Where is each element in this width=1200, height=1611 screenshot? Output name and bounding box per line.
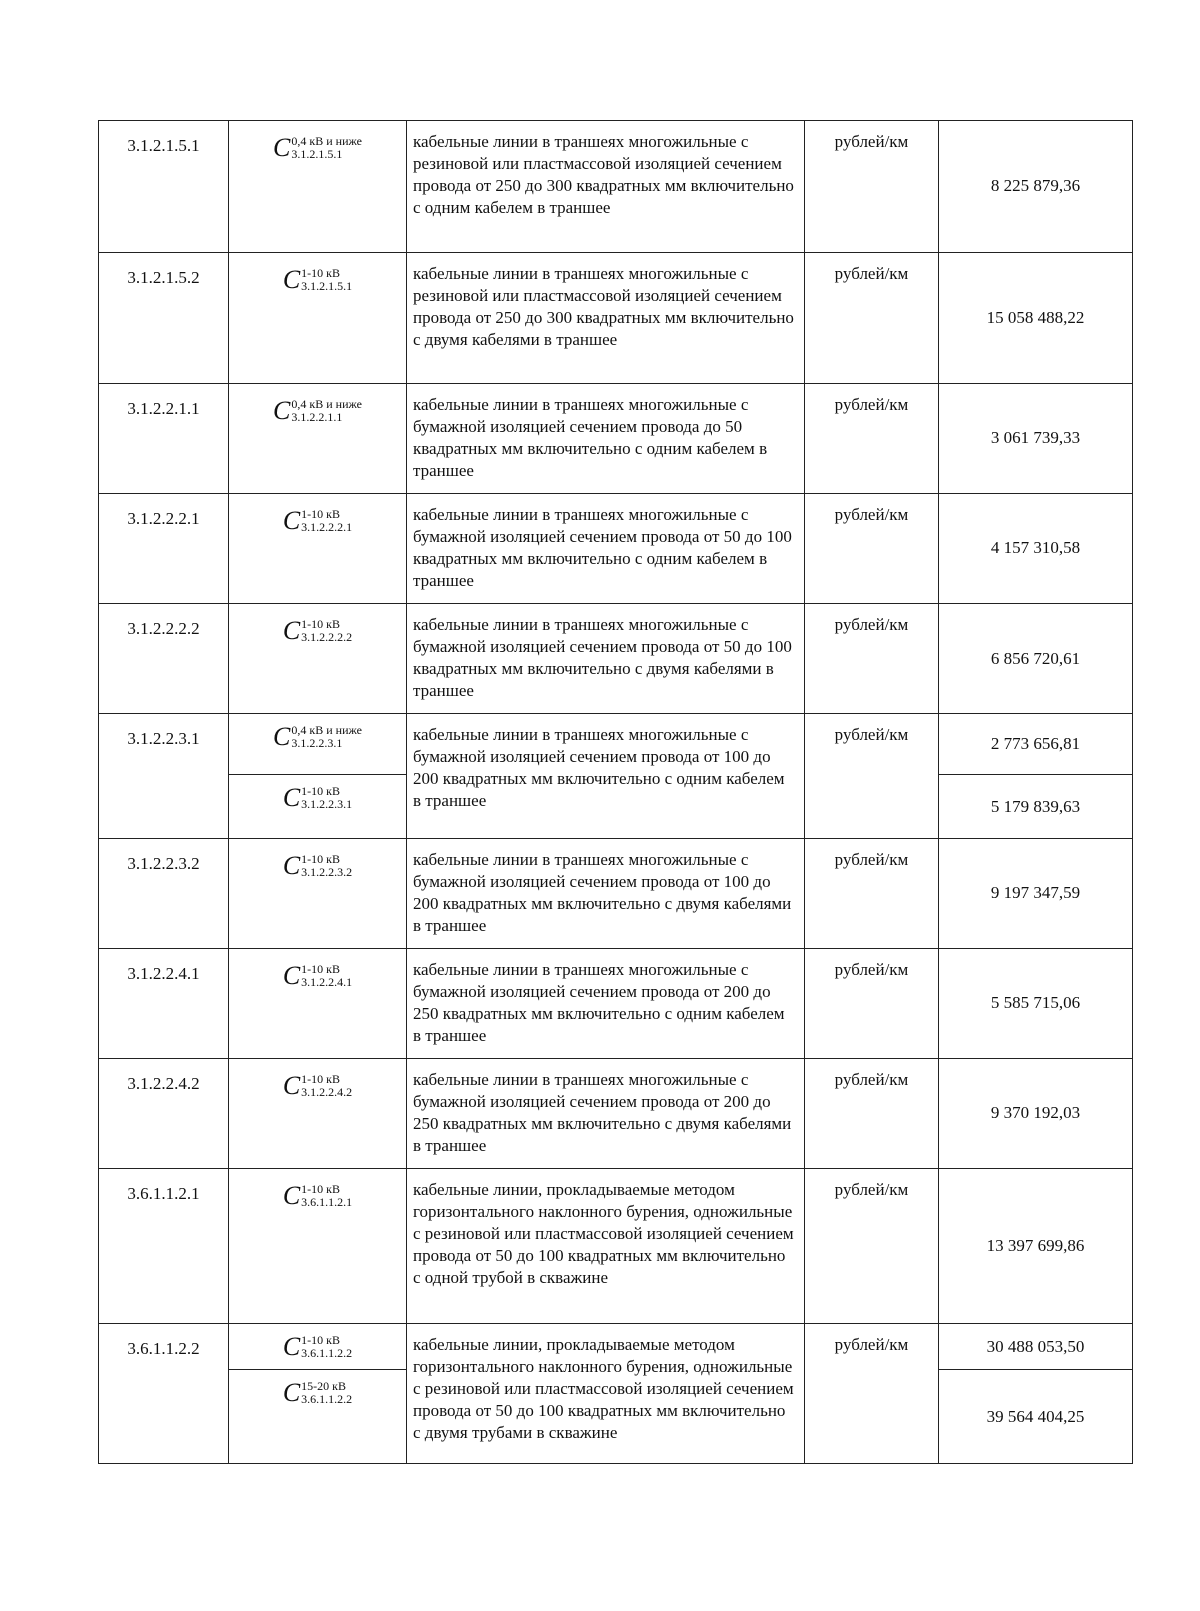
row-code: 3.6.1.1.2.1	[99, 1168, 229, 1323]
table-row	[99, 603, 1133, 713]
row-value: 9 370 192,03	[939, 1058, 1133, 1168]
rate-symbol	[229, 1323, 407, 1370]
symbol-index: 3.6.1.1.2.1	[301, 1194, 353, 1209]
symbol-letter: C	[273, 395, 291, 425]
rate-symbol	[229, 838, 407, 948]
symbol-letter: C	[282, 850, 301, 880]
symbol-letter: C	[282, 1378, 301, 1408]
symbol-letter: C	[282, 1180, 301, 1210]
rate-symbol	[229, 493, 407, 603]
symbol-letter: C	[282, 505, 301, 535]
row-code: 3.6.1.1.2.2	[99, 1323, 229, 1463]
rate-symbol	[229, 252, 407, 383]
row-value: 15 058 488,22	[939, 252, 1133, 383]
symbol-index: 3.1.2.2.3.2	[301, 864, 353, 879]
row-description: кабельные линии, прокладываемые методом горизонтального наклонного бурения, одножильные с резиновой или пластмассовой изоляцией сечением провода от 50 до 100 квадратных мм включительно с одной трубой в скважине	[407, 1168, 805, 1323]
rate-symbol	[229, 603, 407, 713]
row-unit: рублей/км	[805, 838, 939, 948]
row-code: 3.1.2.1.5.1	[99, 121, 229, 253]
row-value: 6 856 720,61	[939, 603, 1133, 713]
row-code: 3.1.2.2.3.1	[99, 714, 229, 839]
rate-symbol	[229, 775, 407, 838]
rate-symbol	[229, 714, 407, 775]
row-value: 5 179 839,63	[939, 775, 1133, 838]
row-code: 3.1.2.2.1.1	[99, 383, 229, 493]
row-code: 3.1.2.2.4.1	[99, 948, 229, 1058]
voltage-class: 1-10 кВ	[301, 784, 341, 799]
voltage-class: 1-10 кВ	[301, 265, 341, 280]
symbol-letter: C	[282, 783, 301, 813]
voltage-class: 1-10 кВ	[301, 1071, 341, 1086]
tariff-table-body	[99, 121, 1133, 1464]
row-unit: рублей/км	[805, 383, 939, 493]
row-description: кабельные линии в траншеях многожильные с бумажной изоляцией сечением провода от 50 до 100 квадратных мм включительно с одним кабелем в траншее	[407, 493, 805, 603]
row-description: кабельные линии в траншеях многожильные с бумажной изоляцией сечением провода от 200 до 250 квадратных мм включительно с одним кабелем в траншее	[407, 948, 805, 1058]
row-description: кабельные линии в траншеях многожильные с бумажной изоляцией сечением провода до 50 квадратных мм включительно с одним кабелем в траншее	[407, 383, 805, 493]
voltage-class: 1-10 кВ	[301, 851, 341, 866]
symbol-index: 3.1.2.1.5.1	[291, 147, 343, 161]
symbol-letter: C	[282, 615, 301, 645]
voltage-class: 0,4 кВ и ниже	[291, 134, 362, 148]
row-code: 3.1.2.2.3.2	[99, 838, 229, 948]
symbol-index: 3.1.2.2.2.1	[301, 519, 353, 534]
row-unit: рублей/км	[805, 121, 939, 253]
voltage-class: 0,4 кВ и ниже	[291, 396, 362, 411]
row-value: 5 585 715,06	[939, 948, 1133, 1058]
row-description: кабельные линии в траншеях многожильные с бумажной изоляцией сечением провода от 200 до 250 квадратных мм включительно с двумя кабелями в траншее	[407, 1058, 805, 1168]
voltage-class: 1-10 кВ	[301, 961, 341, 976]
row-code: 3.1.2.2.4.2	[99, 1058, 229, 1168]
symbol-index: 3.1.2.2.3.1	[291, 736, 343, 751]
voltage-class: 0,4 кВ и ниже	[291, 723, 362, 738]
rate-symbol	[229, 1058, 407, 1168]
tariff-table	[98, 120, 1133, 1464]
row-description: кабельные линии в траншеях многожильные с резиновой или пластмассовой изоляцией сечением провода от 250 до 300 квадратных мм включительно с одним кабелем в траншее	[407, 121, 805, 253]
row-value: 8 225 879,36	[939, 121, 1133, 253]
row-unit: рублей/км	[805, 493, 939, 603]
row-code: 3.1.2.1.5.2	[99, 252, 229, 383]
symbol-letter: C	[282, 264, 301, 294]
symbol-index: 3.1.2.2.2.2	[301, 629, 353, 644]
row-description: кабельные линии в траншеях многожильные с резиновой или пластмассовой изоляцией сечением провода от 250 до 300 квадратных мм включительно с двумя кабелями в траншее	[407, 252, 805, 383]
symbol-letter: C	[282, 1070, 301, 1100]
symbol-index: 3.1.2.2.4.1	[301, 974, 353, 989]
table-row	[99, 1058, 1133, 1168]
table-row	[99, 714, 1133, 775]
symbol-index: 3.1.2.2.3.1	[301, 797, 353, 812]
voltage-class: 1-10 кВ	[301, 1332, 341, 1347]
table-row	[99, 383, 1133, 493]
row-unit: рублей/км	[805, 1058, 939, 1168]
symbol-index: 3.6.1.1.2.2	[301, 1345, 353, 1360]
symbol-index: 3.6.1.1.2.2	[301, 1392, 353, 1407]
rate-symbol	[229, 1168, 407, 1323]
row-unit: рублей/км	[805, 714, 939, 839]
row-code: 3.1.2.2.2.1	[99, 493, 229, 603]
table-row	[99, 493, 1133, 603]
symbol-letter: C	[273, 133, 291, 162]
voltage-class: 1-10 кВ	[301, 616, 341, 631]
symbol-index: 3.1.2.2.4.2	[301, 1084, 353, 1099]
table-row	[99, 121, 1133, 253]
voltage-class: 1-10 кВ	[301, 506, 341, 521]
voltage-class: 15-20 кВ	[301, 1379, 347, 1394]
voltage-class: 1-10 кВ	[301, 1181, 341, 1196]
rate-symbol	[229, 1370, 407, 1464]
symbol-letter: C	[282, 960, 301, 990]
rate-symbol	[229, 383, 407, 493]
row-value: 2 773 656,81	[939, 714, 1133, 775]
row-value: 4 157 310,58	[939, 493, 1133, 603]
row-value: 13 397 699,86	[939, 1168, 1133, 1323]
table-row	[99, 1168, 1133, 1323]
row-unit: рублей/км	[805, 1168, 939, 1323]
symbol-letter: C	[273, 722, 291, 752]
row-value: 39 564 404,25	[939, 1370, 1133, 1464]
row-value: 30 488 053,50	[939, 1323, 1133, 1370]
symbol-letter: C	[282, 1331, 301, 1361]
table-row	[99, 948, 1133, 1058]
symbol-index: 3.1.2.2.1.1	[291, 409, 343, 424]
row-unit: рублей/км	[805, 603, 939, 713]
row-code: 3.1.2.2.2.2	[99, 603, 229, 713]
row-unit: рублей/км	[805, 1323, 939, 1463]
row-unit: рублей/км	[805, 252, 939, 383]
table-row	[99, 838, 1133, 948]
row-unit: рублей/км	[805, 948, 939, 1058]
table-row	[99, 252, 1133, 383]
row-description: кабельные линии в траншеях многожильные с бумажной изоляцией сечением провода от 50 до 100 квадратных мм включительно с двумя кабелями в траншее	[407, 603, 805, 713]
row-description: кабельные линии в траншеях многожильные с бумажной изоляцией сечением провода от 100 до 200 квадратных мм включительно с двумя кабелями в траншее	[407, 838, 805, 948]
row-description: кабельные линии в траншеях многожильные с бумажной изоляцией сечением провода от 100 до 200 квадратных мм включительно с одним кабелем в траншее	[407, 714, 805, 839]
rate-symbol	[229, 121, 407, 253]
row-value: 3 061 739,33	[939, 383, 1133, 493]
symbol-index: 3.1.2.1.5.1	[301, 278, 353, 293]
rate-symbol	[229, 948, 407, 1058]
row-description: кабельные линии, прокладываемые методом горизонтального наклонного бурения, одножильные с резиновой или пластмассовой изоляцией сечением провода от 50 до 100 квадратных мм включительно с двумя трубами в скважине	[407, 1323, 805, 1463]
table-row	[99, 1323, 1133, 1370]
row-value: 9 197 347,59	[939, 838, 1133, 948]
